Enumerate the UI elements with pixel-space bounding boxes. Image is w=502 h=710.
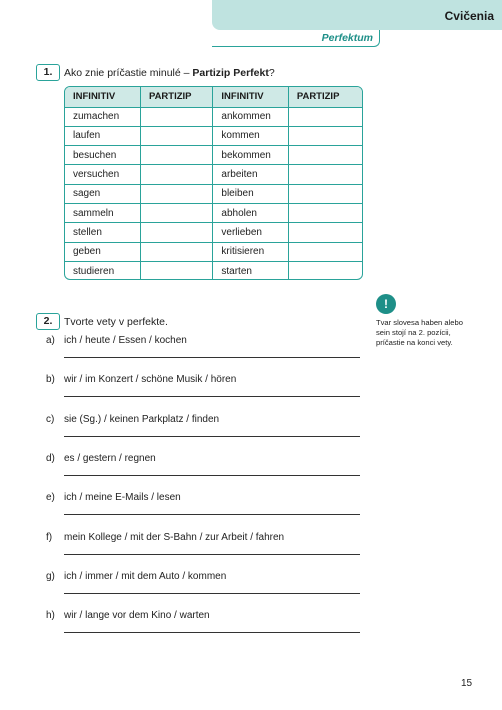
table-header-row bbox=[65, 87, 362, 107]
partizip-answer-cell[interactable] bbox=[288, 165, 362, 184]
partizip-answer-cell[interactable] bbox=[140, 126, 212, 145]
item-letter: b) bbox=[46, 374, 55, 386]
infinitiv-cell: sammeln bbox=[65, 203, 140, 222]
column-header-partizip-1: PARTIZIP bbox=[140, 87, 212, 107]
infinitiv-cell: arbeiten bbox=[213, 165, 288, 184]
section-title: Cvičenia bbox=[444, 9, 494, 23]
partizip-answer-cell[interactable] bbox=[288, 242, 362, 261]
partizip-answer-cell[interactable] bbox=[140, 165, 212, 184]
infinitiv-cell: studieren bbox=[65, 261, 140, 280]
partizip-answer-cell[interactable] bbox=[140, 184, 212, 203]
infinitiv-cell: sagen bbox=[65, 184, 140, 203]
item-prompt: wir / im Konzert / schöne Musik / hören bbox=[64, 374, 237, 386]
infinitiv-cell: bekommen bbox=[213, 146, 288, 165]
partizip-answer-cell[interactable] bbox=[288, 184, 362, 203]
table-row bbox=[65, 203, 362, 222]
task2-number: 2. bbox=[36, 313, 60, 330]
column-header-infinitiv-2: INFINITIV bbox=[213, 87, 288, 107]
partizip-answer-cell[interactable] bbox=[288, 203, 362, 222]
table-row bbox=[65, 165, 362, 184]
item-prompt: ich / meine E-Mails / lesen bbox=[64, 492, 181, 504]
exercise-item bbox=[46, 335, 187, 346]
task1-instruction-prefix: Ako znie príčastie minulé – bbox=[64, 67, 193, 79]
infinitiv-cell: kritisieren bbox=[213, 242, 288, 261]
verb-table bbox=[64, 86, 363, 280]
partizip-answer-cell[interactable] bbox=[288, 107, 362, 126]
infinitiv-cell: kommen bbox=[213, 126, 288, 145]
infinitiv-cell: bleiben bbox=[213, 184, 288, 203]
partizip-answer-cell[interactable] bbox=[288, 223, 362, 242]
partizip-answer-cell[interactable] bbox=[140, 223, 212, 242]
infinitiv-cell: starten bbox=[213, 261, 288, 280]
column-header-partizip-2: PARTIZIP bbox=[288, 87, 362, 107]
exercise-item bbox=[46, 414, 219, 425]
partizip-answer-cell[interactable] bbox=[140, 146, 212, 165]
partizip-answer-cell[interactable] bbox=[288, 146, 362, 165]
infinitiv-cell: zumachen bbox=[65, 107, 140, 126]
answer-line[interactable] bbox=[64, 514, 360, 515]
item-prompt: mein Kollege / mit der S-Bahn / zur Arbeit / fahren bbox=[64, 531, 285, 543]
item-prompt: ich / heute / Essen / kochen bbox=[64, 335, 187, 346]
task1-number: 1. bbox=[36, 64, 60, 81]
partizip-answer-cell[interactable] bbox=[140, 107, 212, 126]
exclamation-icon: ! bbox=[376, 294, 396, 314]
page-number: 15 bbox=[461, 678, 473, 689]
partizip-answer-cell[interactable] bbox=[140, 242, 212, 261]
infinitiv-cell: besuchen bbox=[65, 146, 140, 165]
answer-line[interactable] bbox=[64, 396, 360, 397]
task2-instruction: Tvorte vety v perfekte. bbox=[64, 316, 168, 328]
answer-line[interactable] bbox=[64, 593, 360, 594]
task1-instruction-suffix: ? bbox=[268, 67, 275, 79]
item-letter: a) bbox=[46, 335, 55, 346]
exercise-item bbox=[46, 453, 156, 464]
item-prompt: es / gestern / regnen bbox=[64, 452, 156, 464]
exercise-item bbox=[46, 532, 284, 543]
table-row bbox=[65, 261, 362, 280]
item-letter: c) bbox=[46, 413, 55, 425]
infinitiv-cell: ankommen bbox=[213, 107, 288, 126]
partizip-answer-cell[interactable] bbox=[140, 203, 212, 222]
table-row bbox=[65, 146, 362, 165]
answer-line[interactable] bbox=[64, 357, 360, 358]
section-header-tab bbox=[212, 0, 502, 30]
item-prompt: ich / immer / mit dem Auto / kommen bbox=[64, 570, 227, 582]
answer-line[interactable] bbox=[64, 475, 360, 476]
infinitiv-cell: geben bbox=[65, 242, 140, 261]
item-prompt: sie (Sg.) / keinen Parkplatz / finden bbox=[64, 413, 220, 425]
item-letter: f) bbox=[46, 531, 53, 543]
item-letter: g) bbox=[46, 570, 55, 582]
hint-text: Tvar slovesa haben alebo sein stojí na 2. pozícii, príčastie na konci vety. bbox=[376, 318, 463, 347]
table-row bbox=[65, 126, 362, 145]
partizip-answer-cell[interactable] bbox=[140, 261, 212, 280]
subsection-tab bbox=[212, 30, 380, 47]
infinitiv-cell: versuchen bbox=[65, 165, 140, 184]
infinitiv-cell: abholen bbox=[213, 203, 288, 222]
answer-line[interactable] bbox=[64, 436, 360, 437]
exercise-item bbox=[46, 492, 181, 503]
column-header-infinitiv-1: INFINITIV bbox=[65, 87, 140, 107]
exercise-item bbox=[46, 374, 236, 385]
table-row bbox=[65, 242, 362, 261]
item-letter: d) bbox=[46, 452, 55, 464]
partizip-answer-cell[interactable] bbox=[288, 126, 362, 145]
table-row bbox=[65, 107, 362, 126]
task1-instruction-bold: Partizip Perfekt bbox=[192, 67, 269, 79]
item-prompt: wir / lange vor dem Kino / warten bbox=[64, 610, 210, 622]
table-row bbox=[65, 184, 362, 203]
infinitiv-cell: laufen bbox=[65, 126, 140, 145]
answer-line[interactable] bbox=[64, 632, 360, 633]
infinitiv-cell: stellen bbox=[65, 223, 140, 242]
item-letter: h) bbox=[46, 610, 55, 622]
partizip-answer-cell[interactable] bbox=[288, 261, 362, 280]
exercise-item bbox=[46, 610, 210, 621]
exercise-item bbox=[46, 571, 226, 582]
table-row bbox=[65, 223, 362, 242]
infinitiv-cell: verlieben bbox=[213, 223, 288, 242]
answer-line[interactable] bbox=[64, 554, 360, 555]
subsection-title: Perfektum bbox=[321, 32, 373, 44]
item-letter: e) bbox=[46, 492, 55, 504]
task1-instruction bbox=[64, 67, 275, 79]
